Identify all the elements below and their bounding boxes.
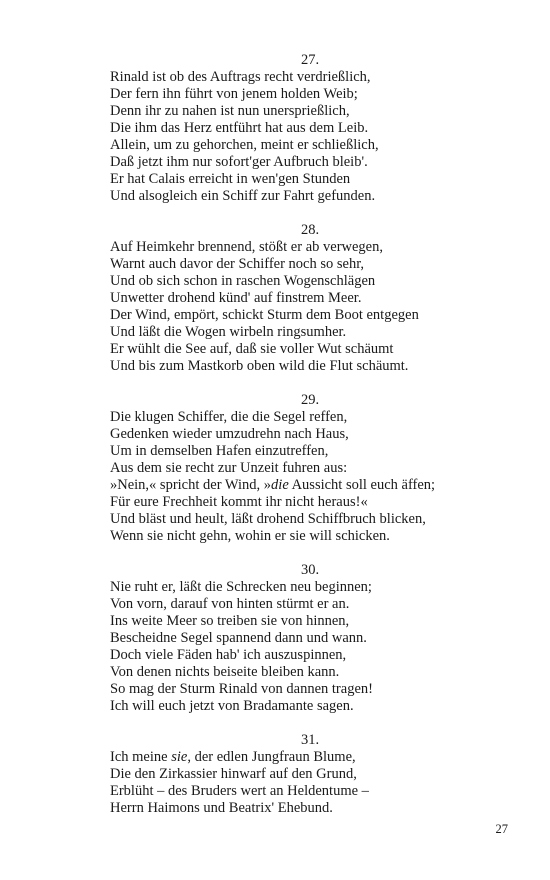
verse-text: Er wühlt die See auf, daß sie voller Wut schäumt — [110, 341, 394, 357]
verse-line — [110, 613, 510, 630]
verse-text: Und läßt die Wogen wirbeln ringsumher. — [110, 324, 347, 340]
verse-text: Und ob sich schon in raschen Wogenschlägen — [110, 273, 376, 289]
verse-line — [110, 579, 510, 596]
verse-line — [110, 358, 510, 375]
verse-line — [110, 103, 510, 120]
verse-text: Für eure Frechheit kommt ihr nicht heraus!« — [110, 494, 368, 510]
verse-line — [110, 426, 510, 443]
verse-text: Von denen nichts beiseite bleiben kann. — [110, 664, 340, 680]
stanza-number: 27. — [300, 52, 320, 68]
stanza-number: 31. — [300, 732, 320, 748]
verse-line — [110, 409, 510, 426]
stanza — [110, 392, 510, 545]
verse-line — [110, 290, 510, 307]
stanza-number: 29. — [300, 392, 320, 408]
verse-line — [110, 154, 510, 171]
stanza-number: 28. — [300, 222, 320, 238]
verse-text: Erblüht – des Bruders wert an Heldentume – — [110, 783, 369, 799]
verse-line — [110, 630, 510, 647]
verse-line — [110, 664, 510, 681]
verse-line — [110, 256, 510, 273]
verse-text: Doch viele Fäden hab' ich auszuspinnen, — [110, 647, 347, 663]
verse-text: Gedenken wieder umzudrehn nach Haus, — [110, 426, 349, 442]
verse-line — [110, 120, 510, 137]
verse-text: »Nein,« spricht der Wind, » — [110, 477, 272, 493]
verse-line — [110, 766, 510, 783]
verse-line — [110, 324, 510, 341]
verse-line — [110, 188, 510, 205]
verse-text: Wenn sie nicht gehn, wohin er sie will schicken. — [110, 528, 390, 544]
verse-text: Aussicht soll euch äffen; — [288, 477, 436, 493]
verse-line — [110, 477, 510, 494]
verse-line — [110, 137, 510, 154]
verse-text: Und alsogleich ein Schiff zur Fahrt gefunden. — [110, 188, 376, 204]
verse-text: Und bis zum Mastkorb oben wild die Flut schäumt. — [110, 358, 409, 374]
verse-line — [110, 171, 510, 188]
verse-text: Warnt auch davor der Schiffer noch so sehr, — [110, 256, 365, 272]
verse-text: Bescheidne Segel spannend dann und wann. — [110, 630, 367, 646]
verse-text: Herrn Haimons und Beatrix' Ehebund. — [110, 800, 333, 816]
verse-line — [110, 511, 510, 528]
verse-line — [110, 528, 510, 545]
verse-text: Denn ihr zu nahen ist nun unersprießlich, — [110, 103, 350, 119]
verse-line — [110, 69, 510, 86]
verse-line — [110, 307, 510, 324]
stanza — [110, 732, 510, 817]
verse-line — [110, 460, 510, 477]
stanza — [110, 222, 510, 375]
verse-line — [110, 273, 510, 290]
verse-text: Rinald ist ob des Auftrags recht verdrießlich, — [110, 69, 371, 85]
verse-line — [110, 341, 510, 358]
verse-text: Ich meine — [110, 749, 172, 765]
stanza — [110, 52, 510, 205]
verse-line — [110, 749, 510, 766]
verse-line — [110, 800, 510, 817]
verse-text: Die klugen Schiffer, die die Segel reffen, — [110, 409, 348, 425]
verse-text: Und bläst und heult, läßt drohend Schiffbruch blicken, — [110, 511, 426, 527]
verse-text: Unwetter drohend künd' auf finstrem Meer. — [110, 290, 362, 306]
verse-text: So mag der Sturm Rinald von dannen tragen! — [110, 681, 373, 697]
verse-emphasis: die — [271, 477, 289, 493]
verse-text: Der Wind, empört, schickt Sturm dem Boot entgegen — [110, 307, 419, 323]
verse-text: Von vorn, darauf von hinten stürmt er an. — [110, 596, 350, 612]
verse-line — [110, 239, 510, 256]
verse-line — [110, 494, 510, 511]
stanza — [110, 562, 510, 715]
verse-text: Aus dem sie recht zur Unzeit fuhren aus: — [110, 460, 348, 476]
verse-text: Der fern ihn führt von jenem holden Weib; — [110, 86, 358, 102]
verse-text: , der edlen Jungfraun Blume, — [187, 749, 356, 765]
verse-text: Auf Heimkehr brennend, stößt er ab verwegen, — [110, 239, 383, 255]
verse-text: Allein, um zu gehorchen, meint er schließlich, — [110, 137, 379, 153]
verse-text: Die ihm das Herz entführt hat aus dem Leib. — [110, 120, 369, 136]
verse-text: Nie ruht er, läßt die Schrecken neu beginnen; — [110, 579, 372, 595]
page-number: 27 — [495, 822, 508, 836]
verse-text: Ich will euch jetzt von Bradamante sagen. — [110, 698, 354, 714]
verse-line — [110, 681, 510, 698]
verse-text: Daß jetzt ihm nur sofort'ger Aufbruch bleib'. — [110, 154, 368, 170]
verse-line — [110, 443, 510, 460]
verse-text: Um in demselben Hafen einzutreffen, — [110, 443, 329, 459]
verse-line — [110, 783, 510, 800]
verse-line — [110, 698, 510, 715]
verse-text: Ins weite Meer so treiben sie von hinnen, — [110, 613, 350, 629]
verse-line — [110, 596, 510, 613]
stanza-number: 30. — [300, 562, 320, 578]
verse-line — [110, 647, 510, 664]
verse-line — [110, 86, 510, 103]
verse-text: Die den Zirkassier hinwarf auf den Grund, — [110, 766, 357, 782]
verse-emphasis: sie — [171, 749, 188, 765]
verse-text: Er hat Calais erreicht in wen'gen Stunden — [110, 171, 351, 187]
